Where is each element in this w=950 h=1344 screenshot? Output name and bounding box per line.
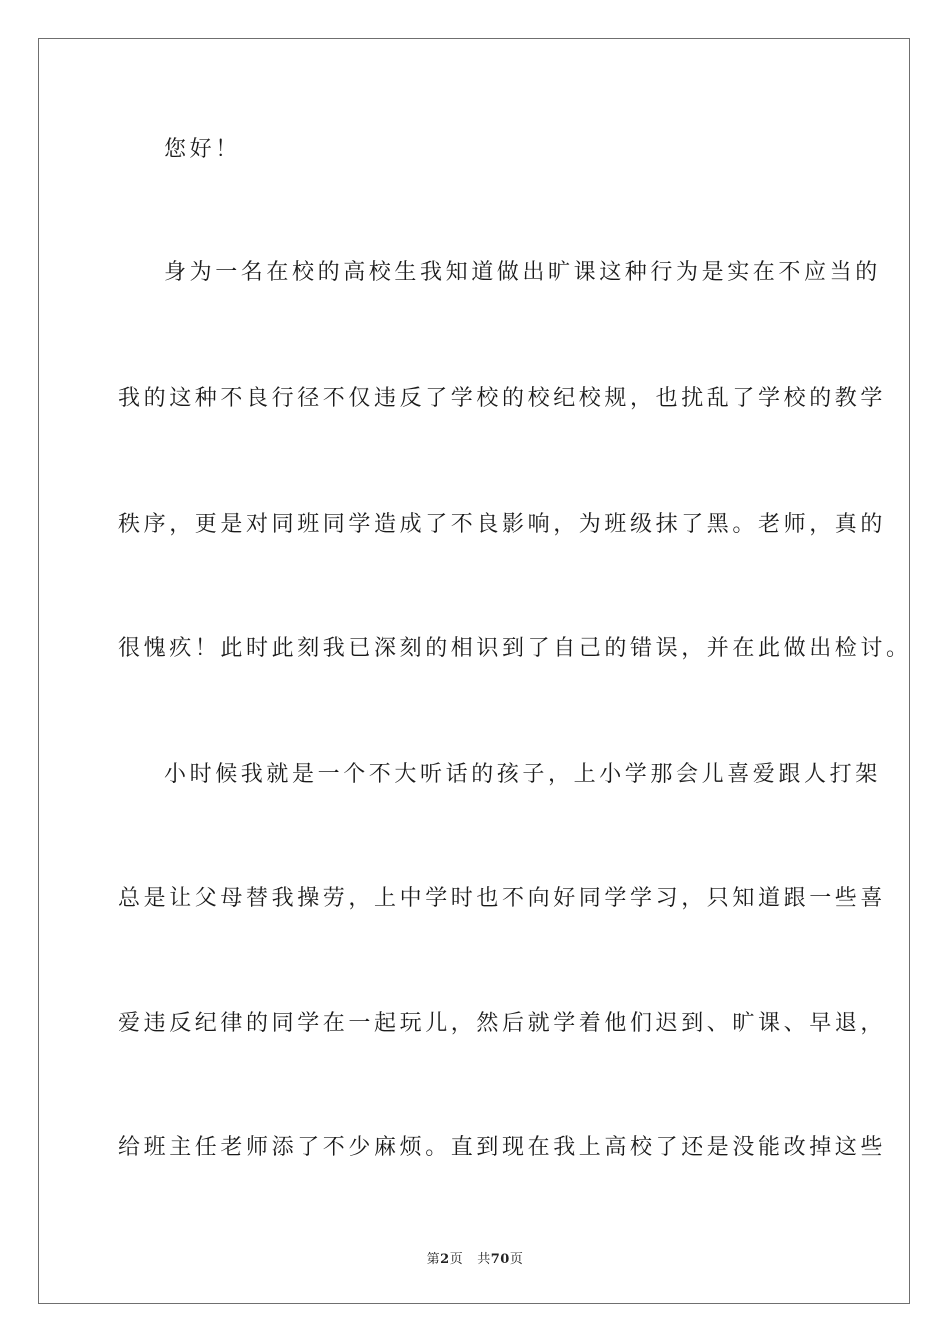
page-label-suffix: 页 [449, 1252, 464, 1267]
body-text-line: 身为一名在校的高校生我知道做出旷课这种行为是实在不应当的 [164, 260, 881, 285]
body-text-line: 爱违反纪律的同学在一起玩儿，然后就学着他们迟到、旷课、早退， [118, 1011, 887, 1036]
greeting-line: 您好！ [164, 137, 241, 162]
page-label-prefix: 第 [426, 1252, 441, 1267]
body-text-line: 小时候我就是一个不大听话的孩子，上小学那会儿喜爱跟人打架 [164, 762, 881, 787]
body-text-line: 很愧疚！此时此刻我已深刻的相识到了自己的错误，并在此做出检讨。 [118, 636, 912, 661]
page-border [38, 38, 910, 1304]
body-text-line: 秩序，更是对同班同学造成了不良影响，为班级抹了黑。老师，真的 [118, 512, 887, 537]
total-label-suffix: 页 [509, 1252, 524, 1267]
total-label-prefix: 共 [477, 1252, 491, 1267]
body-text-line: 总是让父母替我操劳，上中学时也不向好同学学习，只知道跟一些喜 [118, 886, 887, 911]
body-text-line: 给班主任老师添了不少麻烦。直到现在我上高校了还是没能改掉这些 [118, 1135, 887, 1160]
total-pages: 70 [490, 1252, 510, 1267]
page-footer [0, 1248, 950, 1267]
body-text-line: 我的这种不良行径不仅违反了学校的校纪校规，也扰乱了学校的教学 [118, 386, 887, 411]
page-number: 2 [440, 1252, 450, 1267]
